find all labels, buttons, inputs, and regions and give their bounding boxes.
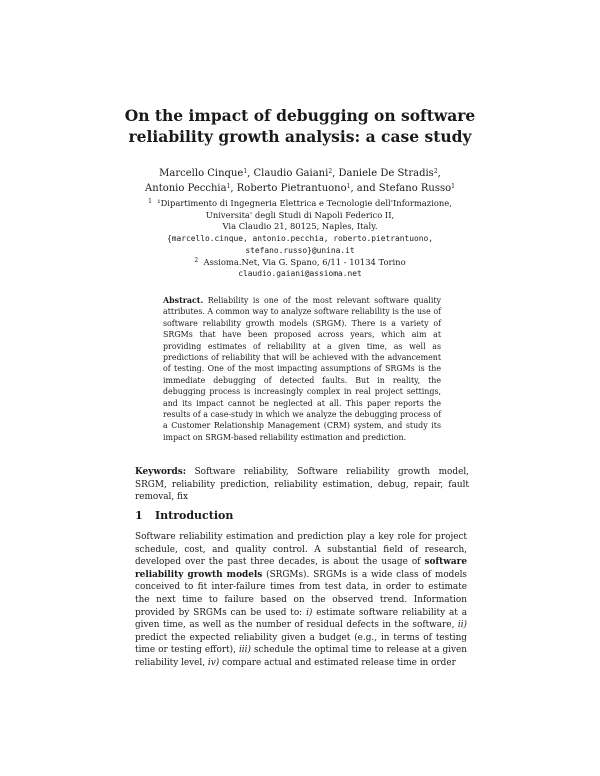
author-line-1 bbox=[100, 166, 500, 181]
author-affil-mark: 2 bbox=[433, 168, 438, 175]
section-number: 1 bbox=[135, 509, 143, 522]
affiliation-mark: 1 bbox=[148, 198, 152, 205]
list-marker: iii) bbox=[238, 645, 251, 656]
affiliation-text: Assioma.Net, Via G. Spano, 6/11 - 10134 Torino bbox=[203, 256, 406, 267]
author-name: Stefano Russo bbox=[378, 183, 452, 194]
affiliation-line bbox=[100, 257, 500, 269]
author-separator: , and bbox=[350, 183, 379, 194]
affiliation-text: ¹Dipartimento di Ingegneria Elettrica e Tecnologie dell'Informazione, bbox=[157, 198, 452, 208]
author-name: Claudio Gaiani bbox=[253, 168, 329, 179]
affiliations bbox=[100, 198, 500, 280]
email-line: claudio.gaiani@assioma.net bbox=[238, 269, 362, 279]
author-name: Roberto Pietrantuono bbox=[236, 183, 347, 194]
author-separator: , bbox=[247, 168, 254, 179]
keywords bbox=[135, 466, 469, 504]
section-title: Introduction bbox=[155, 509, 234, 522]
list-marker: ii) bbox=[457, 620, 467, 631]
abstract-text: Reliability is one of the most relevant software quality attributes. A common way to analyze software reliability is the use of software reliability growth models (SRGM). There is a variety of SRGMs that have been proposed across years, which aim at providing estimates of reliability at a given time, as well as predictions of reliability that will be achieved with the advancement of testing. One of the most impacting assumptions of SRGMs is the immediate debugging of detected faults. But in reality, the debugging process is increasingly complex in real project settings, and its impact cannot be neglected at all. This paper reports the results of a case-study in which we analyze the debugging process of a Customer Relationship Management (CRM) system, and study its impact on SRGM-based reliability estimation and prediction. bbox=[163, 296, 441, 442]
title-line-1: On the impact of debugging on software bbox=[124, 106, 476, 125]
title-line-2: reliability growth analysis: a case study bbox=[128, 127, 472, 146]
affiliation-line: Via Claudio 21, 80125, Naples, Italy. bbox=[222, 221, 378, 232]
author-affil-mark: 2 bbox=[328, 168, 333, 175]
affiliation-line bbox=[100, 198, 500, 210]
author-separator: , bbox=[230, 183, 237, 194]
author-line-2 bbox=[100, 181, 500, 196]
intro-paragraph bbox=[135, 531, 467, 670]
body-text: predict the expected reliability given a budget (e.g., in terms of testing time or testing effort), bbox=[135, 632, 467, 656]
affiliation-mark: 2 bbox=[194, 256, 199, 264]
email-line: {marcello.cinque, antonio.pecchia, roberto.pietrantuono, bbox=[166, 234, 434, 244]
author-list bbox=[100, 166, 500, 196]
abstract-label: Abstract. bbox=[163, 296, 204, 305]
keywords-label: Keywords: bbox=[135, 467, 187, 477]
paper-title bbox=[100, 105, 500, 147]
author-affil-mark: 1 bbox=[226, 183, 231, 190]
body-text: compare actual and estimated release time in order bbox=[219, 657, 456, 668]
abstract bbox=[163, 295, 441, 443]
author-name: Antonio Pecchia bbox=[145, 183, 227, 194]
author-name: Daniele De Stradis bbox=[338, 168, 434, 179]
affiliation-line: Universita' degli Studi di Napoli Federico II, bbox=[205, 209, 395, 220]
email-line: stefano.russo}@unina.it bbox=[245, 245, 355, 255]
body-text: (SRGMs). SRGMs is a wide class of models conceived to fit inter-failure times from test data, in order to estimate the next time to failure based on the observed trend. Information provided by SRGMs can be used to: bbox=[135, 569, 467, 618]
keywords-text: Software reliability, Software reliability growth model, SRGM, reliability prediction, reliability estimation, debug, repair, fault removal, fix bbox=[135, 467, 469, 502]
author-affil-mark: 1 bbox=[243, 168, 248, 175]
author-separator: , bbox=[332, 168, 339, 179]
list-marker: i) bbox=[306, 607, 313, 618]
body-text: Software reliability estimation and prediction play a key role for project schedule, cost, and quality control. A substantial field of research, developed over the past three decades, is about the usage of bbox=[135, 532, 467, 568]
body-text: estimate software reliability at a given time, as well as the number of residual defects in the software, bbox=[135, 607, 467, 631]
body-text: schedule the optimal time to release at a given reliability level, bbox=[135, 645, 467, 668]
emphasis-text: software reliability growth models bbox=[135, 557, 467, 580]
section-heading bbox=[135, 509, 233, 523]
author-separator: , bbox=[437, 168, 441, 179]
author-affil-mark: 1 bbox=[451, 183, 455, 190]
list-marker: iv) bbox=[207, 657, 220, 668]
author-name: Marcello Cinque bbox=[159, 168, 244, 179]
author-affil-mark: 1 bbox=[346, 183, 351, 190]
